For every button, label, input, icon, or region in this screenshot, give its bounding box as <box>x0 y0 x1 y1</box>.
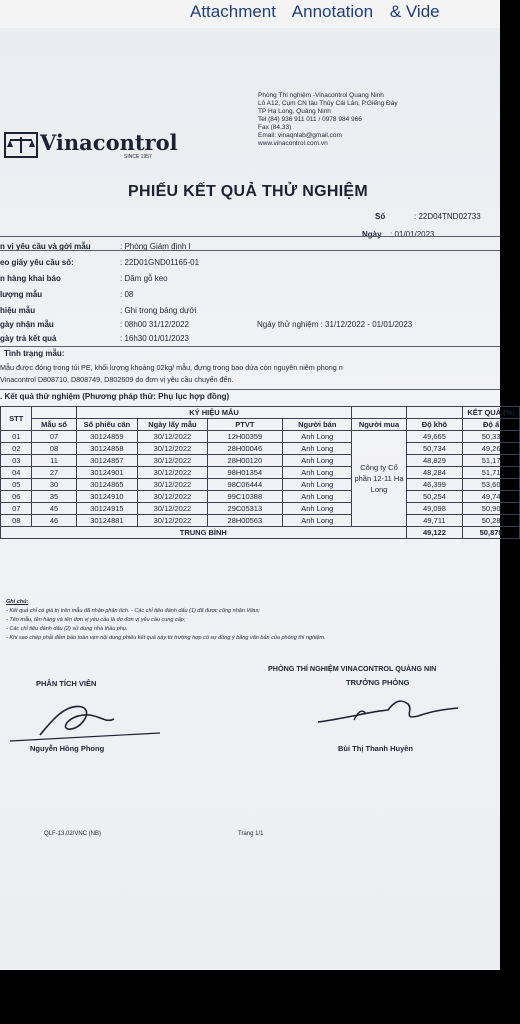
cell: 11 <box>32 455 76 467</box>
note-line: - Tên mẫu, tên hàng và tên đơn vị yêu cầu là do đơn vị yêu cầu cung cấp; <box>6 617 186 623</box>
cell: 30/12/2022 <box>138 491 207 503</box>
cell: 30124865 <box>76 479 138 491</box>
divider <box>0 250 500 251</box>
cell: 30 <box>32 479 76 491</box>
table-row <box>1 515 520 527</box>
notes <box>6 598 326 643</box>
table-row <box>1 431 520 443</box>
cell: Anh Long <box>283 503 352 515</box>
app-toolbar <box>0 0 500 28</box>
group-ketqua: KẾT QUẢ (%) <box>463 407 520 419</box>
cell: 46,399 <box>406 479 463 491</box>
cell: 30/12/2022 <box>138 431 207 443</box>
cell: 07 <box>1 503 32 515</box>
note-line: - Khi sao chép phải đảm bảo toàn vẹn nội dung phiếu kết quả này từ trường hợp có sự đồng ý bằng văn bản của phòng thí nghiệm. <box>6 635 326 641</box>
cell: 28H00563 <box>207 515 283 527</box>
results-heading: . Kết quả thử nghiệm (Phương pháp thử: Phụ lục hợp đồng) <box>0 392 230 401</box>
analyst-name: Nguyễn Hồng Phong <box>30 744 105 753</box>
col-blank <box>406 407 463 419</box>
cell: 30/12/2022 <box>138 479 207 491</box>
results-table <box>0 406 520 539</box>
tab-annotation[interactable]: Annotation <box>291 2 374 21</box>
cell: Anh Long <box>283 515 352 527</box>
photo-margin <box>0 970 500 1024</box>
average-do-kho: 49,122 <box>406 527 463 539</box>
cell: 12H00359 <box>207 431 283 443</box>
cell: 49,665 <box>406 431 463 443</box>
lab-info-line: Fax (84.33) <box>258 124 292 131</box>
cell: 48,829 <box>406 455 463 467</box>
cell: 28H00120 <box>207 455 283 467</box>
meta-label: n hàng khai báo <box>0 274 61 283</box>
cell: 30124881 <box>76 515 138 527</box>
cell: 05 <box>1 479 32 491</box>
test-date: Ngày thử nghiệm : 31/12/2022 - 01/01/2023 <box>257 320 413 329</box>
meta-value: : Ghi trong bảng dưới <box>120 306 197 315</box>
col-blank <box>32 407 76 419</box>
table-average-row <box>1 527 520 539</box>
cell: 50,254 <box>406 491 463 503</box>
cell: 30/12/2022 <box>138 455 207 467</box>
table-header <box>1 419 520 431</box>
lab-info-line: Lô A12, Cụm CN tàu Thủy Cái Lân, P.Giếng Đáy <box>258 100 398 107</box>
lab-info-line: Email: vinaqnlab@gmail.com <box>258 132 342 139</box>
note-line: - Kết quả chỉ có giá trị trên mẫu đã nhận phân tích. - Các chỉ tiêu đánh dấu (1) đã được công nhận Vilas; <box>6 608 260 614</box>
cell: 08 <box>32 443 76 455</box>
cell: 35 <box>32 491 76 503</box>
cell: Anh Long <box>283 431 352 443</box>
cell: 48,284 <box>406 467 463 479</box>
meta-value: : Phòng Giám định I <box>120 242 191 251</box>
doc-date-label: Ngày <box>362 230 382 239</box>
table-row <box>1 443 520 455</box>
cell: 99C10388 <box>207 491 283 503</box>
cell: 50,90 <box>463 503 520 515</box>
group-kyhieu: KÝ HIỆU MẪU <box>76 407 352 419</box>
doc-number-value: : 22D04TND02733 <box>414 212 481 221</box>
cell: 02 <box>1 443 32 455</box>
cell: 30/12/2022 <box>138 467 207 479</box>
document-photo <box>0 28 515 970</box>
cell: 51,17 <box>463 455 520 467</box>
cell: 30/12/2022 <box>138 443 207 455</box>
cell: 98C06444 <box>207 479 283 491</box>
meta-label: eo giấy yêu cầu số: <box>0 258 74 267</box>
page-number: Trang 1/1 <box>238 831 264 837</box>
col-stt: STT <box>1 407 32 431</box>
lab-signature-title: PHÒNG THÍ NGHIỆM VINACONTROL QUẢNG NIN <box>268 664 437 673</box>
cell: 49,74 <box>463 491 520 503</box>
cell: Anh Long <box>283 443 352 455</box>
cell: 08 <box>1 515 32 527</box>
condition-heading: Tình trạng mẫu: <box>4 349 65 358</box>
col-nguoi-mua: Người mua <box>352 419 406 431</box>
tab-video[interactable]: & Vide <box>389 2 440 21</box>
meta-label: lượng mẫu <box>0 290 43 299</box>
analyst-signature-icon <box>10 693 170 743</box>
form-code: QLF-13.02/VNC (NB) <box>44 831 102 837</box>
cell: 06 <box>1 491 32 503</box>
vinacontrol-logo <box>4 128 179 160</box>
meta-value: : Dăm gỗ keo <box>120 274 168 283</box>
lab-contact-info <box>258 92 398 148</box>
cell: Anh Long <box>283 479 352 491</box>
cell: 49,098 <box>406 503 463 515</box>
cell: 98H01354 <box>207 467 283 479</box>
scales-icon <box>4 132 38 158</box>
meta-label: n vị yêu cầu và gởi mẫu <box>0 242 91 251</box>
cell: 30124915 <box>76 503 138 515</box>
doc-number-label: Số <box>375 212 386 221</box>
cell: 30124857 <box>76 455 138 467</box>
cell: 50,33 <box>463 431 520 443</box>
divider <box>0 346 500 347</box>
cell: 07 <box>32 431 76 443</box>
table-group-header <box>1 407 520 419</box>
cell: 50,28 <box>463 515 520 527</box>
cell: 46 <box>32 515 76 527</box>
col-ngay-lay-mau: Ngày lấy mẫu <box>138 419 207 431</box>
table-row <box>1 503 520 515</box>
cell: 30124901 <box>76 467 138 479</box>
cell: 53,60 <box>463 479 520 491</box>
cell: Anh Long <box>283 467 352 479</box>
buyer-cell: Công ty Cổ phần 12-11 Hạ Long <box>352 431 406 527</box>
cell: 04 <box>1 467 32 479</box>
divider <box>0 236 500 237</box>
cell: 30124859 <box>76 431 138 443</box>
cell: 50,734 <box>406 443 463 455</box>
col-mau-so: Mẫu số <box>32 419 76 431</box>
cell: 27 <box>32 467 76 479</box>
cell: 30124858 <box>76 443 138 455</box>
lab-info-line: Tel (84) 936 911 011 / 0978 984 966 <box>258 116 362 123</box>
note-line: - Các chỉ tiêu đánh dấu (2) sử dụng nhà thầu phụ. <box>6 626 128 632</box>
notes-heading: Ghi chú: <box>6 599 29 605</box>
tab-strip <box>190 2 452 22</box>
analyst-title: PHÂN TÍCH VIÊN <box>36 679 97 688</box>
cell: 01 <box>1 431 32 443</box>
lab-info-line: Phòng Thí nghiệm -Vinacontrol Quang Ninh <box>258 92 384 99</box>
meta-value: : 08 <box>120 290 134 299</box>
divider <box>0 389 500 390</box>
col-blank <box>352 407 406 419</box>
meta-value: : 08h00 31/12/2022 <box>120 320 189 329</box>
lab-info-line: www.vinacontrol.com.vn <box>258 140 328 147</box>
average-do-am: 50,878 <box>463 527 520 539</box>
col-so-phieu-can: Số phiếu cân <box>76 419 138 431</box>
col-do-kho: Độ khô <box>406 419 463 431</box>
meta-value: : 16h30 01/01/2023 <box>120 334 189 343</box>
cell: 28H00046 <box>207 443 283 455</box>
cell: 29C05313 <box>207 503 283 515</box>
meta-label: gày trả kết quả <box>0 334 57 343</box>
meta-label: gày nhận mẫu <box>0 320 54 329</box>
logo-since: SINCE 1957 <box>124 154 152 160</box>
table-row <box>1 455 520 467</box>
cell: 30/12/2022 <box>138 515 207 527</box>
head-title: TRƯỞNG PHÒNG <box>346 678 410 687</box>
col-nguoi-ban: Người bán <box>283 419 352 431</box>
cell: 03 <box>1 455 32 467</box>
meta-value: : 22D01GND01165-01 <box>120 258 200 267</box>
table-row <box>1 467 520 479</box>
tab-attachment[interactable]: Attachment <box>190 2 276 21</box>
logo-text: Vinacontrol <box>40 130 178 155</box>
document-title: PHIẾU KẾT QUẢ THỬ NGHIỆM <box>128 183 369 200</box>
col-ptvt: PTVT <box>207 419 283 431</box>
condition-text: Mẫu được đóng trong túi PE, khối lượng khoảng 02kg/ mẫu, đựng trong bao dứa còn nguyên niêm phong n <box>0 363 343 372</box>
head-name: Bùi Thị Thanh Huyền <box>338 744 413 753</box>
table-row <box>1 479 520 491</box>
cell: Anh Long <box>283 491 352 503</box>
cell: 51,71 <box>463 467 520 479</box>
cell: 49,26 <box>463 443 520 455</box>
col-do-am: Độ ẩ <box>463 419 520 431</box>
lab-info-line: TP Hạ Long, Quảng Ninh <box>258 108 331 115</box>
table-row <box>1 491 520 503</box>
cell: 30124910 <box>76 491 138 503</box>
cell: 45 <box>32 503 76 515</box>
meta-label: hiệu mẫu <box>0 306 36 315</box>
average-label: TRUNG BÌNH <box>1 527 407 539</box>
condition-text: Vinacontrol D808710, D808749, D802609 do đơn vị yêu cầu chuyển đến. <box>0 375 234 384</box>
cell: 30/12/2022 <box>138 503 207 515</box>
doc-date-value: : 01/01/2023 <box>390 230 435 239</box>
cell: 49,711 <box>406 515 463 527</box>
head-signature-icon <box>318 692 468 732</box>
cell: Anh Long <box>283 455 352 467</box>
